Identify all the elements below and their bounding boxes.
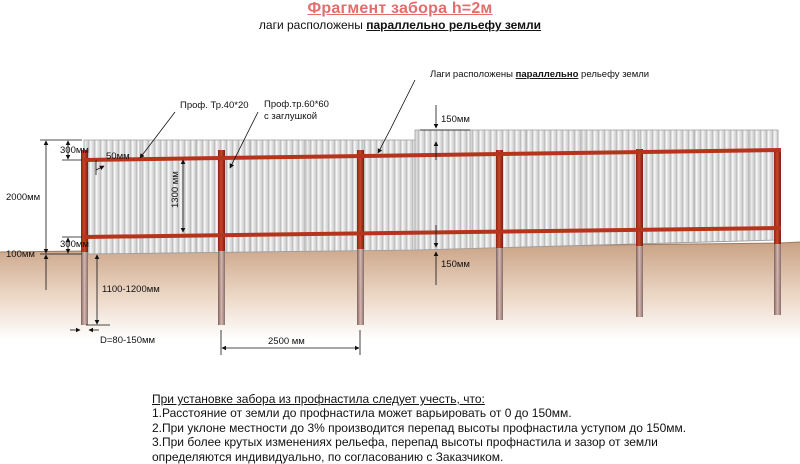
notes-heading: При установке забора из профнастила следует учесть, что: <box>152 392 485 406</box>
dim-50: 50мм <box>106 151 130 162</box>
lags-callout: Лаги расположены параллельно рельефу земли <box>430 69 650 80</box>
prof-40x20-label: Проф. Тр.40*20 <box>180 100 249 111</box>
dim-diameter: D=80-150мм <box>100 335 156 346</box>
dim-1100-1200: 1100-1200мм <box>102 284 160 295</box>
dim-300-bottom: 300мм <box>60 239 89 250</box>
note-item-4: определяются индивидуально, по согласованию с Заказчиком. <box>152 449 504 464</box>
diagram-title: Фрагмент забора h=2м <box>307 0 493 17</box>
post-5 <box>636 149 643 317</box>
post-3 <box>357 150 364 325</box>
dim-2000: 2000мм <box>6 192 41 203</box>
dim-150-top: 150мм <box>441 114 470 125</box>
dim-150-bottom: 150мм <box>441 259 470 270</box>
dim-1300: 1300 мм <box>170 171 181 208</box>
subtitle-emphasis: параллельно рельефу земли <box>366 18 542 32</box>
note-item-2: 2.При уклоне местности до 3% производится перепад высоты профнастила уступом до 150мм. <box>152 420 687 435</box>
note-item-3: 3.При более крутых изменениях рельефа, перепад высоты профнастила и зазор от земли <box>152 435 658 450</box>
installation-notes <box>152 392 792 464</box>
dim-100: 100мм <box>6 249 35 260</box>
subtitle-prefix: лаги расположены <box>258 18 367 32</box>
dim-2500: 2500 мм <box>268 336 305 347</box>
prof-60x60-cap-label: с заглушкой <box>264 111 318 122</box>
post-4 <box>496 150 503 320</box>
post-6 <box>774 149 781 315</box>
dim-300-top: 300мм <box>60 145 89 156</box>
note-item-1: 1.Расстояние от земли до профнастила может варьировать от 0 до 150мм. <box>152 406 572 421</box>
prof-60x60-label: Проф.тр.60*60 <box>264 99 329 110</box>
post-2 <box>218 150 225 325</box>
